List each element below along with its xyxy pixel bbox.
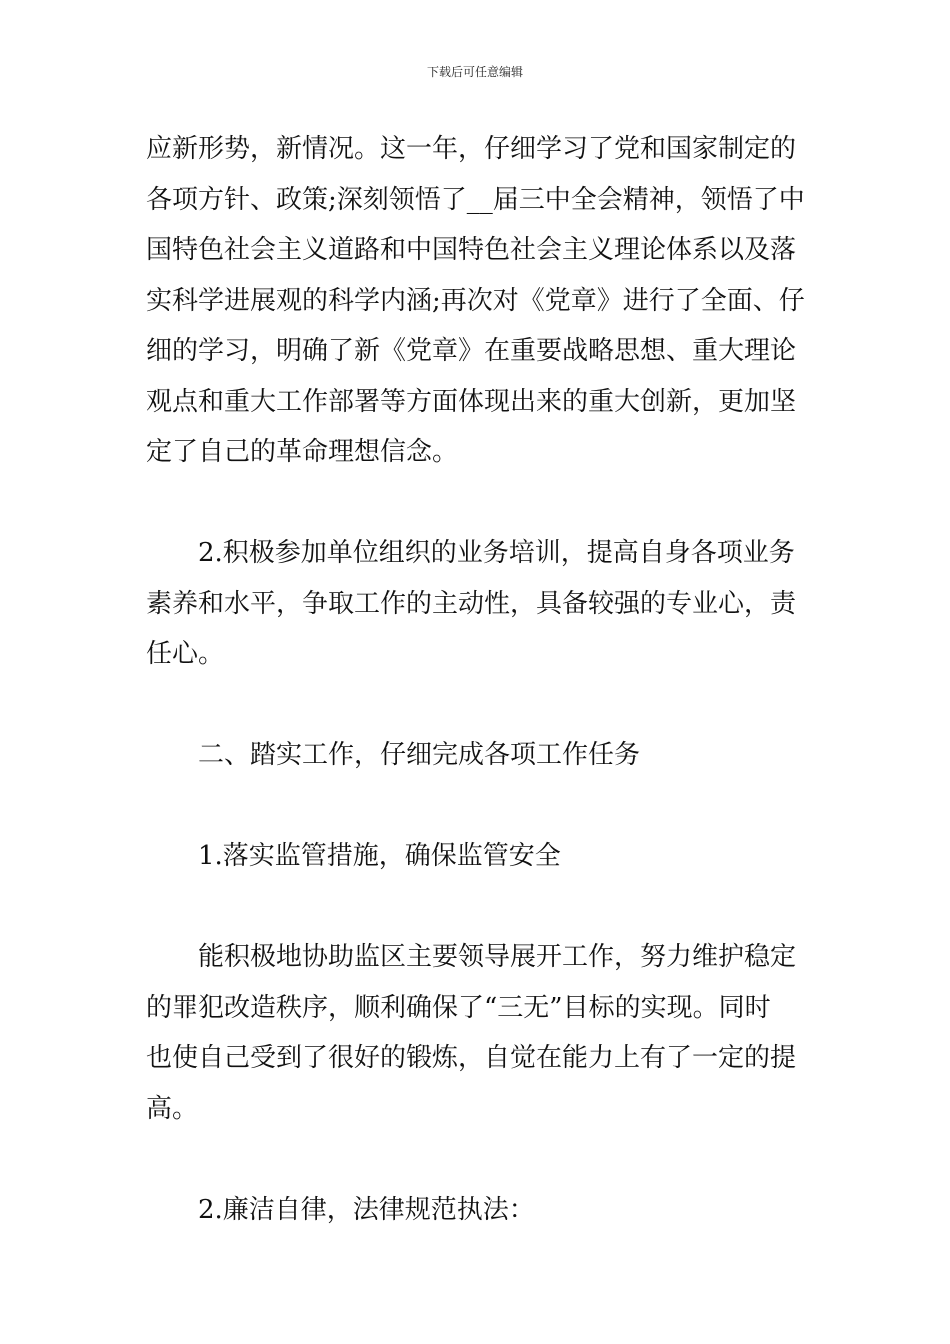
text-line: 细的学习，明确了新《党章》在重要战略思想、重大理论 [146, 336, 797, 366]
document-body [146, 124, 810, 1235]
text-line: 各项方针、政策;深刻领悟了__届三中全会精神，领悟了中 [146, 184, 805, 215]
text-line: 应新形势，新情况。这一年，仔细学习了党和国家制定的 [146, 134, 797, 164]
text-line: 任心。 [146, 639, 225, 669]
text-line: 实科学进展观的科学内涵;再次对《党章》进行了全面、仔 [146, 285, 805, 316]
subheading-supervision [146, 831, 810, 882]
paragraph-study [146, 124, 810, 478]
page-header: 下载后可任意编辑 [426, 65, 523, 79]
paragraph-training [146, 528, 810, 680]
text-line: 高。 [146, 1093, 199, 1124]
text-line: 国特色社会主义道路和中国特色社会主义理论体系以及落 [146, 235, 797, 265]
text-line: 也使自己受到了很好的锻炼，自觉在能力上有了一定的提 [146, 1043, 797, 1073]
text-line: 2.积极参加单位组织的业务培训，提高自身各项业务 [198, 538, 795, 568]
paragraph-gap [146, 680, 810, 731]
text-line: 观点和重大工作部署等方面体现出来的重大创新，更加坚 [146, 386, 797, 417]
heading-line: 二、踏实工作，仔细完成各项工作任务 [198, 740, 641, 770]
subheading-line: 2.廉洁自律，法律规范执法： [198, 1194, 535, 1225]
paragraph-gap [146, 478, 810, 529]
paragraph-gap [146, 1134, 810, 1185]
text-line: 素养和水平，争取工作的主动性，具备较强的专业心，责 [146, 588, 797, 619]
text-line: 定了自己的革命理想信念。 [146, 437, 459, 467]
paragraph-gap [146, 781, 810, 832]
text-line: 能积极地协助监区主要领导展开工作，努力维护稳定 [198, 942, 797, 972]
paragraph-assist [146, 932, 810, 1134]
section-heading [146, 730, 810, 781]
subheading-integrity [146, 1185, 810, 1236]
subheading-line: 1.落实监管措施，确保监管安全 [198, 841, 561, 871]
paragraph-gap [146, 882, 810, 933]
text-line: 的罪犯改造秩序，顺利确保了“三无”目标的实现。同时 [146, 992, 771, 1023]
